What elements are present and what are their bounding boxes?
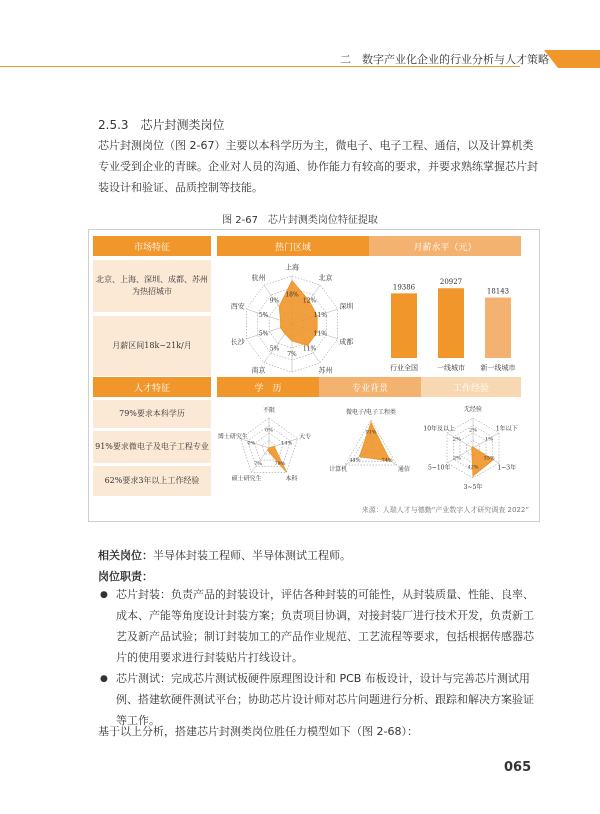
radar-category-label: 苏州 — [318, 366, 333, 375]
radar-category-label: 计算机 — [329, 466, 348, 473]
duty-packaging: 芯片封装：负责产品的封装设计，评估各种封装的可能性，从封装质量、性能、良率、成本、产能等角度设计封装方案；负责项目协调，对接封装厂进行技术开发，负责新工艺及新产品试验；制订封装加工的产品作业规范、工艺流程等要求，包括根据传感器芯片的使用要求进行封装贴片打线设计。 — [116, 588, 534, 664]
radar-value-label: 44% — [349, 457, 361, 464]
radar-value-label: 11% — [313, 312, 327, 320]
major-header: 专业背景 — [319, 377, 421, 397]
radar-category-label: 深圳 — [339, 302, 354, 311]
bullet-icon: ● — [100, 674, 108, 684]
radar-value-label: 74% — [381, 457, 393, 464]
radar-category-label: 微电子/电子工程类 — [345, 409, 397, 416]
radar-value-label: 5% — [258, 330, 269, 338]
radar-value-label: 42% — [467, 464, 479, 471]
radar-category-label: 3~5年 — [463, 484, 483, 491]
radar-value-label: 7% — [254, 461, 263, 468]
salary-bar-category: 新一线城市 — [480, 364, 516, 372]
experience-radar — [421, 404, 525, 494]
radar-value-label: 35% — [483, 455, 495, 462]
radar-category-label: 5~10年 — [427, 464, 451, 472]
radar-value-label: 7% — [287, 351, 297, 359]
salary-bar — [391, 293, 417, 358]
radar-category-label: 本科 — [285, 475, 298, 483]
experience-header: 工作经验 — [421, 377, 521, 397]
radar-value-label: 11% — [302, 345, 317, 353]
radar-category-label: 西安 — [230, 302, 245, 311]
radar-value-label: 12% — [302, 297, 317, 305]
talent-education-cell: 79%要求本科学历 — [93, 400, 211, 428]
radar-value-label: 91% — [365, 429, 377, 436]
header-stripes — [540, 50, 600, 68]
salary-bar-chart — [373, 258, 523, 383]
radar-value-label: 9% — [269, 297, 280, 305]
radar-category-label: 杭州 — [251, 274, 266, 283]
talent-major-cell: 91%要求微电子及电子工程专业 — [93, 431, 211, 463]
salary-bar — [485, 298, 511, 358]
related-positions — [98, 547, 351, 563]
header-rule — [0, 66, 520, 67]
radar-category-label: 10年及以上 — [423, 425, 456, 433]
radar-category-label: 1~3年 — [497, 464, 517, 472]
radar-value-label: 18% — [285, 291, 299, 299]
intro-paragraph: 芯片封测岗位（图 2-67）主要以本科学历为主，微电子、电子工程、通信，以及计算机类专业受到企业的青睐。企业对人员的沟通、协作能力有较高的要求，并要求熟练掌握芯片封装设计和验证、品质控制等技能。 — [98, 139, 538, 194]
radar-value-label: 11% — [313, 330, 327, 338]
radar-category-label: 无经验 — [463, 406, 483, 413]
salary-bar — [438, 288, 464, 358]
page-number: 065 — [504, 760, 532, 775]
salary-bar-category: 一线城市 — [437, 364, 465, 372]
salary-header: 月薪水平（元） — [369, 236, 521, 256]
market-header: 市场特征 — [93, 236, 211, 256]
radar-value-label: 2% — [469, 427, 477, 434]
salary-bar-value: 20927 — [439, 278, 463, 287]
radar-category-label: 长沙 — [230, 337, 245, 346]
related-text: 半导体封装工程师、半导体测试工程师。 — [153, 549, 351, 562]
salary-bar-value: 18143 — [486, 287, 510, 296]
education-header: 学 历 — [217, 377, 319, 397]
radar-series-area — [472, 447, 493, 476]
section-title: 2.5.3 芯片封测类岗位 — [98, 118, 225, 132]
radar-category-label: 南京 — [251, 366, 266, 375]
chapter-header: 二 数字产业化企业的行业分析与人才策略 — [340, 53, 549, 66]
radar-value-label: 79% — [274, 461, 286, 468]
closing-paragraph: 基于以上分析，搭建芯片封测类岗位胜任力模型如下（图 2-68）： — [98, 725, 418, 738]
market-cities-cell: 北京、上海、深圳、成都、苏州为热招城市 — [93, 260, 211, 312]
talent-experience-cell: 62%要求3年以上工作经验 — [93, 466, 211, 496]
talent-header: 人才特征 — [93, 377, 211, 397]
radar-category-label: 1年以下 — [495, 425, 518, 433]
radar-value-label: 1% — [485, 436, 494, 443]
salary-bar-category: 行业全国 — [390, 364, 418, 372]
market-salary-cell: 月薪区间18k~21k/月 — [93, 316, 211, 376]
radar-value-label: 5% — [258, 312, 269, 320]
radar-value-label: 14% — [281, 440, 293, 447]
hot-area-radar — [217, 258, 367, 388]
related-label: 相关岗位： — [98, 549, 153, 562]
radar-value-label: 2% — [452, 436, 461, 443]
duties-label: 岗位职责： — [98, 570, 153, 583]
radar-value-label: 0% — [247, 440, 256, 447]
figure-caption: 图 2-67 芯片封测类岗位特征提取 — [222, 215, 378, 226]
radar-category-label: 硕士研究生 — [231, 475, 262, 483]
salary-bar-value: 19386 — [392, 283, 416, 292]
radar-category-label: 大专 — [299, 433, 312, 441]
radar-value-label: 5% — [269, 345, 280, 353]
education-radar — [217, 404, 321, 494]
radar-series-area — [279, 281, 317, 346]
figure-source: 来源：人瑞人才与德勤“产业数字人才研究调查 2022” — [361, 506, 529, 514]
radar-category-label: 北京 — [318, 274, 333, 283]
radar-category-label: 博士研究生 — [217, 433, 248, 441]
radar-category-label: 成都 — [339, 337, 354, 346]
radar-category-label: 通信 — [397, 466, 410, 473]
radar-category-label: 不限 — [262, 407, 276, 414]
radar-value-label: 0% — [265, 427, 273, 434]
radar-value-label: 2% — [452, 455, 461, 462]
duty-testing: 芯片测试：完成芯片测试板硬件原理图设计和 PCB 布板设计，设计与完善芯片测试用例、搭建软硬件测试平台；协助芯片设计师对芯片问题进行分析、跟踪和解决方案验证等工作。 — [116, 672, 534, 727]
bullet-icon: ● — [100, 590, 108, 600]
hot-area-header: 热门区域 — [217, 236, 369, 256]
radar-series-area — [268, 446, 287, 472]
figure-2-67 — [88, 229, 540, 522]
major-radar — [319, 404, 423, 494]
radar-category-label: 上海 — [285, 263, 299, 272]
